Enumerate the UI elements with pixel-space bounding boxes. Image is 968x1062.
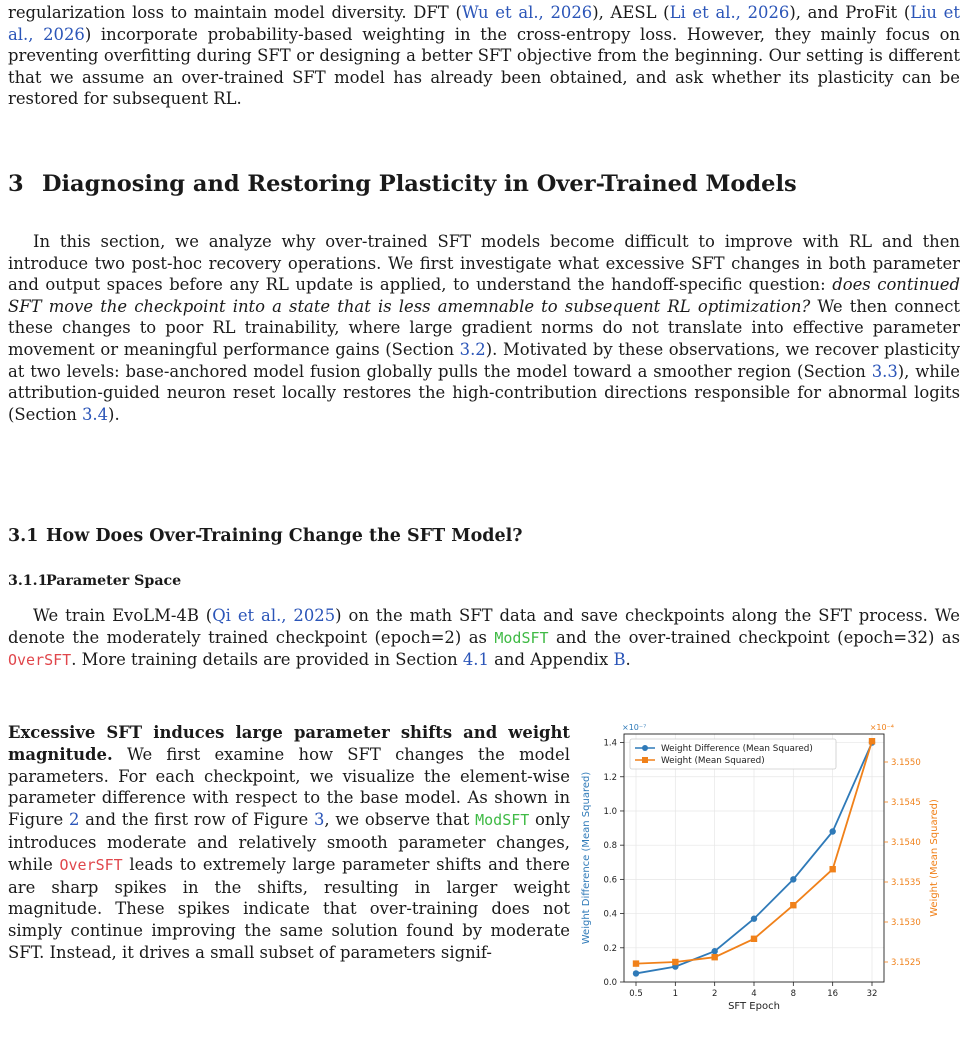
data-point-circle	[790, 876, 796, 882]
data-point-circle	[711, 948, 717, 954]
right-tick-label: 3.1530	[891, 918, 921, 928]
dual-axis-line-chart	[574, 720, 964, 1058]
citation-link[interactable]: Li et al., 2026	[669, 3, 790, 22]
text-run: .	[625, 650, 631, 670]
appendix-ref-link[interactable]: B	[613, 650, 626, 670]
data-point-square	[672, 959, 678, 965]
citation-link[interactable]: Wu et al., 2026	[461, 3, 593, 22]
text-run: and Appendix	[488, 650, 614, 670]
text-run: leads to extremely large parameter shifts and there are sharp spikes in the shifts, resulting in larger weight magnitude. These spikes indicate that over-training does not simply continue improving the same solution found by moderate SFT. Instead, it drives a small subset of parameters signif-	[8, 854, 571, 962]
subsubsection-title: Parameter Space	[46, 573, 182, 589]
x-tick-label: 8	[790, 989, 797, 999]
text-run: ), while attribution-guided neuron reset locally restores the high-contribution directions responsible for abnormal logits (Section	[8, 361, 961, 424]
left-tick-label: 0.8	[603, 841, 617, 852]
right-tick-label: 3.1540	[891, 838, 921, 848]
subsubsection-paragraph	[8, 605, 960, 672]
text-run: regularization loss to maintain model diversity. DFT (	[8, 3, 462, 22]
x-tick-label: 16	[827, 989, 839, 999]
data-point-circle	[829, 828, 835, 834]
intro-paragraph	[8, 2, 960, 110]
wrapped-paragraph	[8, 722, 570, 964]
text-run: ), and ProFit (	[789, 3, 911, 22]
section-ref-link[interactable]: 3.2	[459, 339, 486, 359]
text-run: We then connect these changes to poor RL trainability, where large gradient norms do not translate into effective parameter movement or meaningful performance gains (Section	[8, 296, 960, 359]
x-axis-ticks	[629, 982, 877, 999]
left-tick-label: 1.2	[603, 772, 617, 783]
section-ref-link[interactable]: 4.1	[462, 650, 489, 670]
section-heading	[8, 169, 960, 199]
left-axis-ticks	[603, 739, 624, 988]
figure-ref-link[interactable]: 2	[68, 810, 80, 830]
text-run: and the over-trained checkpoint (epoch=32) as	[548, 627, 960, 647]
left-tick-label: 0.2	[603, 943, 617, 954]
x-tick-label: 0.5	[629, 989, 643, 999]
text-run: , we observe that	[324, 810, 476, 830]
x-tick-label: 2	[711, 989, 718, 999]
subsection-number: 3.1	[8, 526, 39, 546]
data-point-square	[790, 902, 796, 908]
x-axis-label: SFT Epoch	[728, 1001, 780, 1012]
left-tick-label: 1.0	[603, 806, 617, 817]
data-point-circle	[751, 916, 757, 922]
x-tick-label: 1	[672, 989, 679, 999]
data-point-circle	[633, 970, 639, 976]
left-tick-label: 1.4	[603, 738, 617, 749]
data-point-square	[829, 866, 835, 872]
left-tick-label: 0.6	[603, 875, 617, 886]
figure-chart	[574, 720, 964, 1062]
section-paragraph	[8, 231, 960, 425]
figure-ref-link[interactable]: 3	[313, 810, 325, 830]
legend-marker-circle	[642, 745, 648, 751]
citation-link[interactable]: Qi et al., 2025	[212, 606, 336, 625]
right-axis-multiplier: ×10⁻⁴	[869, 723, 894, 732]
text-run: and the first row of Figure	[79, 810, 314, 830]
text-run: In this section, we analyze why over-trained SFT models become difficult to improve with RL and then introduce two post-hoc recovery operations. We first investigate what excessive SFT changes in both parameter and output spaces before any RL update is applied, to understand the handoff-specific question:	[8, 232, 960, 295]
data-point-square	[711, 954, 717, 960]
text-run: We train EvoLM-4B (	[33, 606, 213, 625]
data-point-square	[869, 738, 875, 744]
subsubsection-number: 3.1.1	[8, 573, 48, 589]
x-tick-label: 4	[751, 989, 757, 999]
x-tick-label: 32	[866, 989, 878, 999]
text-run: only introduces moderate and relatively smooth parameter changes, while	[8, 810, 570, 874]
model-name-code: OverSFT	[8, 651, 72, 670]
grid-layer	[624, 734, 884, 982]
section-number: 3	[8, 171, 24, 197]
left-axis-label: Weight Difference (Mean Squared)	[581, 771, 592, 945]
left-axis-multiplier: ×10⁻⁷	[622, 723, 647, 732]
legend-marker-square	[642, 757, 648, 763]
text-run: ). Motivated by these observations, we recover plasticity at two levels: base-anchored model fusion globally pulls the model toward a smoother region (Section	[8, 339, 960, 381]
section-ref-link[interactable]: 3.4	[81, 404, 109, 424]
right-tick-label: 3.1550	[891, 758, 921, 768]
right-tick-label: 3.1545	[891, 798, 921, 808]
text-run: ), AESL (	[592, 3, 670, 22]
model-name-code: ModSFT	[494, 628, 549, 647]
text-run: . More training details are provided in Section	[71, 650, 463, 670]
section-ref-link[interactable]: 3.3	[871, 361, 898, 381]
text-run: ).	[108, 404, 120, 424]
subsection-heading	[8, 524, 960, 548]
model-name-code: ModSFT	[475, 811, 530, 830]
subsection-title: How Does Over-Training Change the SFT Model?	[46, 526, 523, 546]
right-tick-label: 3.1525	[891, 958, 921, 968]
data-point-square	[751, 936, 757, 942]
legend-entry: Weight Difference (Mean Squared)	[661, 744, 813, 754]
citation-link[interactable]: Liu et al., 2026	[8, 3, 960, 44]
right-tick-label: 3.1535	[891, 878, 921, 888]
text-run: ) incorporate probability-based weighting in the cross-entropy loss. However, they mainly focus on preventing overfitting during SFT or designing a better SFT objective from the beginning. Our setting is different that we assume an over-trained SFT model has already been obtained, and ask whether its plasticity can be restored for subsequent RL.	[8, 24, 960, 109]
data-point-square	[633, 960, 639, 966]
emphasis-text: does continued SFT move the checkpoint into a state that is less amemnable to subsequent RL optimization?	[8, 275, 960, 316]
chart-legend	[630, 739, 836, 769]
right-axis-label: Weight (Mean Squared)	[929, 799, 940, 917]
paragraph-lead-bold: Excessive SFT induces large parameter shifts and weight magnitude.	[8, 723, 570, 764]
section-title: Diagnosing and Restoring Plasticity in Over-Trained Models	[42, 171, 797, 197]
text-run: We first examine how SFT changes the model parameters. For each checkpoint, we visualize the element-wise parameter difference with respect to the base model. As shown in Figure	[8, 744, 570, 830]
legend-entry: Weight (Mean Squared)	[661, 756, 765, 766]
text-run: ) on the math SFT data and save checkpoints along the SFT process. We denote the moderately trained checkpoint (epoch=2) as	[8, 606, 960, 647]
model-name-code: OverSFT	[59, 855, 123, 874]
left-tick-label: 0.4	[603, 909, 617, 920]
subsubsection-heading	[8, 571, 960, 591]
left-tick-label: 0.0	[603, 978, 617, 988]
right-axis-ticks	[884, 758, 921, 968]
